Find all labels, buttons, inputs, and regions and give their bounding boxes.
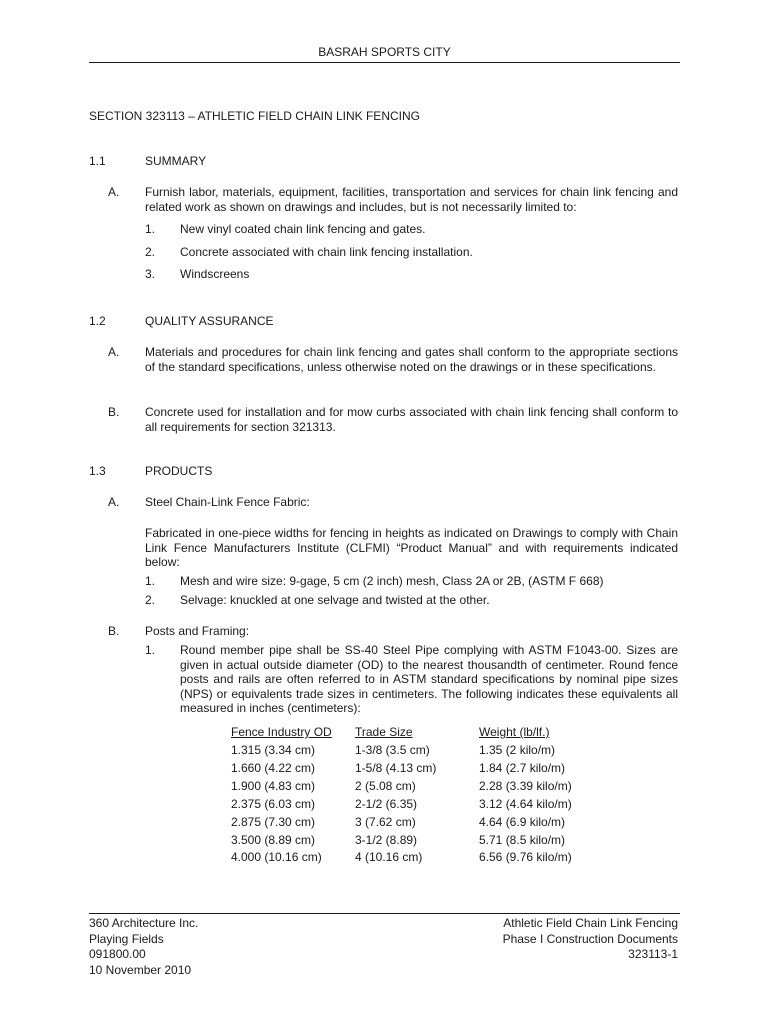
qa-a-label: A. — [108, 345, 120, 359]
table-cell: 1.35 (2 kilo/m) — [479, 743, 556, 757]
table-cell: 4.64 (6.9 kilo/m) — [479, 814, 566, 829]
table-header: Weight (lb/lf.) — [479, 725, 550, 739]
table-cell: 1.84 (2.7 kilo/m) — [479, 760, 566, 775]
qa-a-text: Materials and procedures for chain link fencing and gates shall conform to the appropriate sections of the standard specifications, unless otherwise noted on the drawings or in these specifications. — [145, 345, 678, 374]
table-cell: 3-1/2 (8.89) — [355, 832, 418, 847]
table-cell: 1.660 (4.22 cm) — [231, 760, 316, 775]
section-1-2-number: 1.2 — [89, 314, 106, 328]
table-header: Trade Size — [355, 725, 413, 739]
section-1-1-number: 1.1 — [89, 154, 106, 168]
table-header: Fence Industry OD — [231, 725, 332, 739]
footer-document-phase: Phase I Construction Documents — [502, 931, 678, 946]
table-cell: 3.12 (4.64 kilo/m) — [479, 796, 572, 811]
table-cell: 2.875 (7.30 cm) — [231, 814, 316, 829]
posts-item-text: Round member pipe shall be SS-40 Steel Pipe complying with ASTM F1043-00. Sizes are given in actual outside diameter (OD) to the nearest thousandth of centimeter. Round fence posts and rails are often referred to in ASTM standard specifications by nominal pipe sizes (NPS) or equivalents trade sizes in centimeters. The following indicates these equivalents all measured in inches (centimeters): — [180, 643, 678, 716]
table-cell: 6.56 (9.76 kilo/m) — [479, 850, 572, 865]
table-cell: 4.000 (10.16 cm) — [231, 850, 322, 865]
summary-item-number: 2. — [145, 245, 156, 259]
products-a-label: A. — [108, 495, 120, 509]
fabric-item-text: Mesh and wire size: 9-gage, 5 cm (2 inch) mesh, Class 2A or 2B, (ASTM F 668) — [180, 574, 604, 588]
footer-company: 360 Architecture Inc. — [89, 916, 199, 930]
products-b-title: Posts and Framing: — [145, 624, 250, 638]
fabric-item-text: Selvage: knuckled at one selvage and twisted at the other. — [180, 593, 490, 607]
table-cell: 1-3/8 (3.5 cm) — [355, 743, 430, 757]
fabric-item-number: 2. — [145, 593, 156, 607]
section-1-1-heading: SUMMARY — [145, 154, 207, 168]
fabric-item-number: 1. — [145, 574, 156, 588]
table-cell: 2-1/2 (6.35) — [355, 796, 418, 811]
footer-date: 10 November 2010 — [89, 962, 192, 977]
page-header-title: BASRAH SPORTS CITY — [318, 45, 451, 59]
footer-rule — [89, 913, 680, 914]
table-cell: 1.900 (4.83 cm) — [231, 778, 316, 793]
table-cell: 4 (10.16 cm) — [355, 850, 423, 865]
section-1-2-heading: QUALITY ASSURANCE — [145, 314, 274, 328]
footer-project-number: 091800.00 — [89, 947, 146, 961]
table-cell: 3.500 (8.89 cm) — [231, 832, 316, 847]
qa-b-text: Concrete used for installation and for mow curbs associated with chain link fencing shall conform to all requirements for section 321313. — [145, 405, 678, 434]
table-cell: 3 (7.62 cm) — [355, 814, 416, 829]
posts-item-number: 1. — [145, 643, 156, 657]
header-rule — [89, 62, 680, 63]
footer-section-name: Athletic Field Chain Link Fencing — [503, 916, 678, 930]
footer-right — [380, 916, 678, 963]
summary-a-text: Furnish labor, materials, equipment, facilities, transportation and services for chain link fencing and related work as shown on drawings and includes, but is not necessarily limited to: — [145, 185, 678, 214]
qa-b-label: B. — [108, 405, 120, 419]
summary-item-number: 1. — [145, 222, 156, 236]
section-title: SECTION 323113 – ATHLETIC FIELD CHAIN LINK FENCING — [89, 109, 420, 123]
section-1-3-heading: PRODUCTS — [145, 464, 213, 478]
summary-a-label: A. — [108, 185, 120, 199]
table-cell: 2.28 (3.39 kilo/m) — [479, 778, 572, 793]
table-cell: 1.315 (3.34 cm) — [231, 743, 316, 757]
products-b-label: B. — [108, 624, 120, 638]
footer-left — [89, 916, 198, 978]
summary-item-text: Concrete associated with chain link fencing installation. — [180, 245, 473, 259]
products-a-text: Fabricated in one-piece widths for fencing in heights as indicated on Drawings to comply with Chain Link Fence Manufacturers Institute (CLFMI) “Product Manual” and with requirements indicated below: — [145, 526, 678, 570]
table-cell: 2 (5.08 cm) — [355, 778, 416, 793]
footer-page-number: 323113-1 — [628, 947, 678, 961]
table-cell: 2.375 (6.03 cm) — [231, 796, 316, 811]
table-cell: 1-5/8 (4.13 cm) — [355, 760, 437, 775]
section-1-3-number: 1.3 — [89, 464, 106, 478]
table-cell: 5.71 (8.5 kilo/m) — [479, 832, 566, 847]
summary-item-text: Windscreens — [180, 267, 250, 281]
products-a-title: Steel Chain-Link Fence Fabric: — [145, 495, 310, 509]
footer-project: Playing Fields — [89, 931, 164, 946]
summary-item-number: 3. — [145, 267, 156, 281]
summary-item-text: New vinyl coated chain link fencing and gates. — [180, 222, 426, 236]
